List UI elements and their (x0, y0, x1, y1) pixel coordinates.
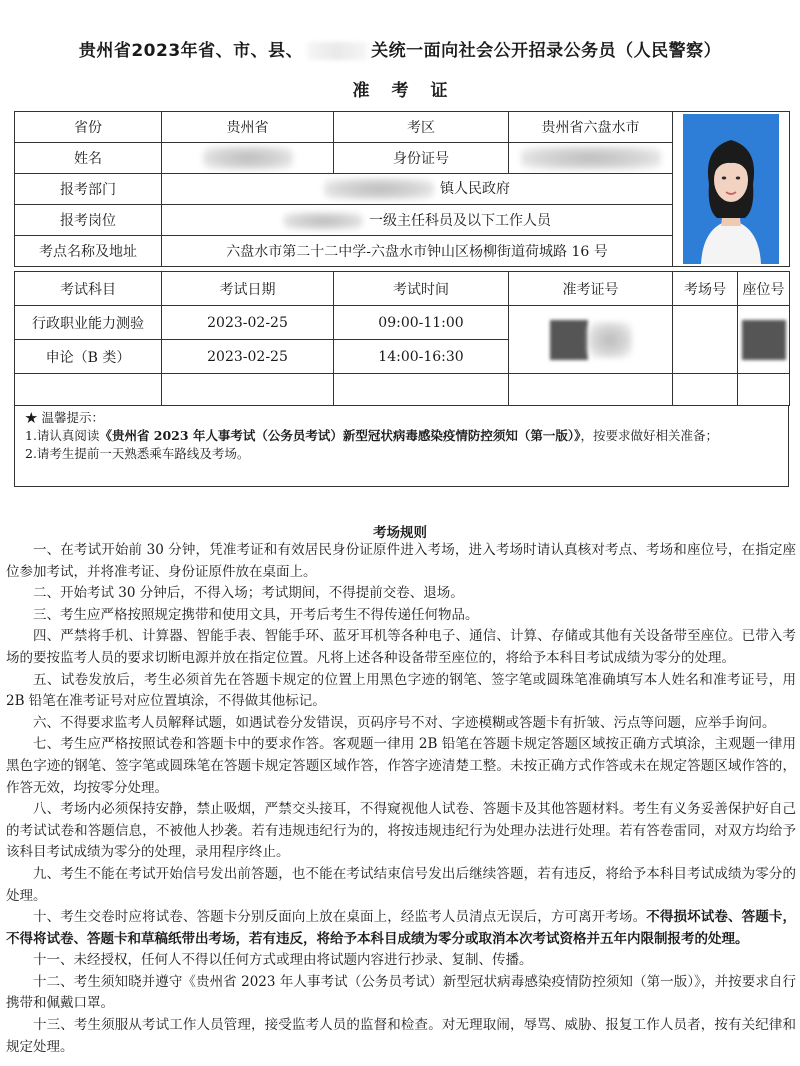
rule-1: 一、在考试开始前 30 分钟，凭准考证和有效居民身份证原件进入考场，进入考场时请认真核对考点、考场和座位号，在指定座位参加考试，并将准考证、身份证原件放在桌面上。 (6, 542, 796, 580)
seat-no-cell (738, 306, 790, 374)
dept-value: 镇人民政府 (440, 181, 510, 197)
photo-cell (673, 112, 790, 267)
redacted-seat-no (742, 320, 786, 360)
rules-title: 考场规则 (373, 525, 427, 541)
empty-cell (15, 374, 162, 406)
page-subtitle: 准考证 (352, 81, 470, 101)
page-title (0, 36, 800, 61)
table-row (15, 306, 790, 340)
notice-item-2: 2.请考生提前一天熟悉乘车路线及考场。 (25, 446, 250, 461)
redacted-ticket-no (550, 320, 588, 360)
empty-cell (509, 374, 673, 406)
header-room-no: 考场号 (673, 272, 738, 306)
table-row-empty (15, 374, 790, 406)
redacted-post-prefix (283, 212, 363, 230)
rule-13: 十三、考生须服从考试工作人员管理，接受监考人员的监督和检查。对无理取闹，辱骂、威胁、报复工作人员者，按有关纪律和规定处理。 (6, 1017, 796, 1055)
redacted-name (203, 146, 293, 170)
rule-5: 五、试卷发放后，考生必须首先在答题卡规定的位置上用黑色字迹的钢笔、签字笔或圆珠笔准确填写本人姓名和准考证号，用 2B 铅笔在准考证号对应位置填涂，不得做其他标记。 (6, 671, 796, 710)
date-cell: 2023-02-25 (162, 340, 334, 374)
province-label: 省份 (15, 112, 162, 143)
candidate-portrait-image (683, 114, 779, 264)
header-subject: 考试科目 (15, 272, 162, 306)
rule-4: 四、严禁将手机、计算器、智能手表、智能手环、蓝牙耳机等各种电子、通信、计算、存储或其他有关设备带至座位。已带入考场的要按监考人员的要求切断电源并放在指定位置。凡将上述各种设备带至座位的，将给予本科目考试成绩为零分的处理。 (6, 628, 796, 666)
name-value (162, 143, 334, 174)
notice-item-1-doc: 《贵州省 2023 年人事考试（公务员考试）新型冠状病毒感染疫情防控须知（第一版）》 (99, 428, 581, 443)
title-part-2: 关统一面向社会公开招录公务员（人民警察） (371, 41, 722, 61)
notice-item-1-suffix: ，按要求做好相关准备； (580, 428, 718, 443)
rule-12: 十二、考生须知晓并遵守《贵州省 2023 年人事考试（公务员考试）新型冠状病毒感染疫情防控须知（第一版）》，并按要求自行携带和佩戴口罩。 (6, 973, 796, 1012)
dept-value-cell (162, 174, 673, 205)
room-no-cell (673, 306, 738, 374)
notice-item-1-prefix: 1.请认真阅读 (25, 428, 100, 443)
post-value-cell (162, 205, 673, 236)
time-cell: 14:00-16:30 (334, 340, 509, 374)
header-ticket-no: 准考证号 (509, 272, 673, 306)
rule-11: 十一、未经授权，任何人不得以任何方式或理由将试题内容进行抄录、复制、传播。 (33, 952, 533, 969)
post-value: 一级主任科员及以下工作人员 (369, 213, 551, 229)
dept-label: 报考部门 (15, 174, 162, 205)
notice-item-1 (25, 427, 778, 445)
candidate-photo (683, 114, 779, 264)
empty-cell (334, 374, 509, 406)
post-label: 报考岗位 (15, 205, 162, 236)
header-date: 考试日期 (162, 272, 334, 306)
date-cell: 2023-02-25 (162, 306, 334, 340)
site-value: 六盘水市第二十二中学-六盘水市钟山区杨柳街道荷城路 16 号 (162, 236, 673, 267)
rule-8: 八、考场内必须保持安静，禁止吸烟，严禁交头接耳，不得窥视他人试卷、答题卡及其他答题材料。考生有义务妥善保护好自己的考试试卷和答题信息，不被他人抄袭。若有违规违纪行为的，将按违规违纪行为处理办法进行处理。若有答卷雷同，对双方均给予该科目考试成绩为零分的处理，录用程序终止。 (6, 801, 796, 861)
title-part-1: 贵州省2023年省、市、县、 (78, 41, 304, 61)
redacted-area (307, 42, 367, 60)
redacted-id-number (521, 146, 661, 170)
exam-area-value: 贵州省六盘水市 (509, 112, 673, 143)
redacted-dept-prefix (324, 178, 434, 200)
subject-cell: 申论（B 类） (15, 340, 162, 374)
province-value: 贵州省 (162, 112, 334, 143)
rule-9: 九、考生不能在考试开始信号发出前答题，也不能在考试结束信号发出后继续答题，若有违反，将给予本科目考试成绩为零分的处理。 (6, 865, 796, 904)
notice-title: ★ 温馨提示： (25, 410, 104, 425)
rule-7: 七、考生应严格按照试卷和答题卡中的要求作答。客观题一律用 2B 铅笔在答题卡规定答题区域按正确方式填涂，主观题一律用黑色字迹的钢笔、签字笔或圆珠笔在答题卡规定答题区域作答，作答字迹清楚工整。未按正确方式作答或未在规定答题区域作答的，作答无效，均按零分处理。 (6, 736, 796, 796)
notice-box (14, 405, 789, 487)
rule-3: 三、考生应严格按照规定携带和使用文具，开考后考生不得传递任何物品。 (33, 606, 479, 623)
time-cell: 09:00-11:00 (334, 306, 509, 340)
admission-ticket-table (14, 111, 790, 267)
exam-schedule-table (14, 271, 790, 406)
rule-10-text: 十、考生交卷时应将试卷、答题卡分别反面向上放在桌面上，经监考人员清点无误后，方可离开考场。 (33, 909, 647, 926)
rule-10 (6, 907, 796, 950)
ticket-no-cell (509, 306, 673, 374)
rules-body (6, 540, 796, 1058)
subject-cell: 行政职业能力测验 (15, 306, 162, 340)
redacted-ticket-no-2 (588, 322, 632, 358)
header-time: 考试时间 (334, 272, 509, 306)
exam-area-label: 考区 (334, 112, 509, 143)
name-label: 姓名 (15, 143, 162, 174)
header-seat-no: 座位号 (738, 272, 790, 306)
empty-cell (673, 374, 738, 406)
empty-cell (162, 374, 334, 406)
id-value (509, 143, 673, 174)
empty-cell (738, 374, 790, 406)
rule-10-bold-text: 不得损坏试卷、答题卡，不得将试卷、答题卡和草稿纸带出考场，若有违反，将给予本科目成绩为零分或取消本次考试资格并五年内限制报考的处理。 (6, 909, 797, 947)
id-label: 身份证号 (334, 143, 509, 174)
site-label: 考点名称及地址 (15, 236, 162, 267)
rule-2: 二、开始考试 30 分钟后，不得入场；考试期间，不得提前交卷、退场。 (33, 585, 464, 602)
rule-6: 六、不得要求监考人员解释试题，如遇试卷分发错误，页码序号不对、字迹模糊或答题卡有折皱、污点等问题，应举手询问。 (33, 714, 776, 731)
